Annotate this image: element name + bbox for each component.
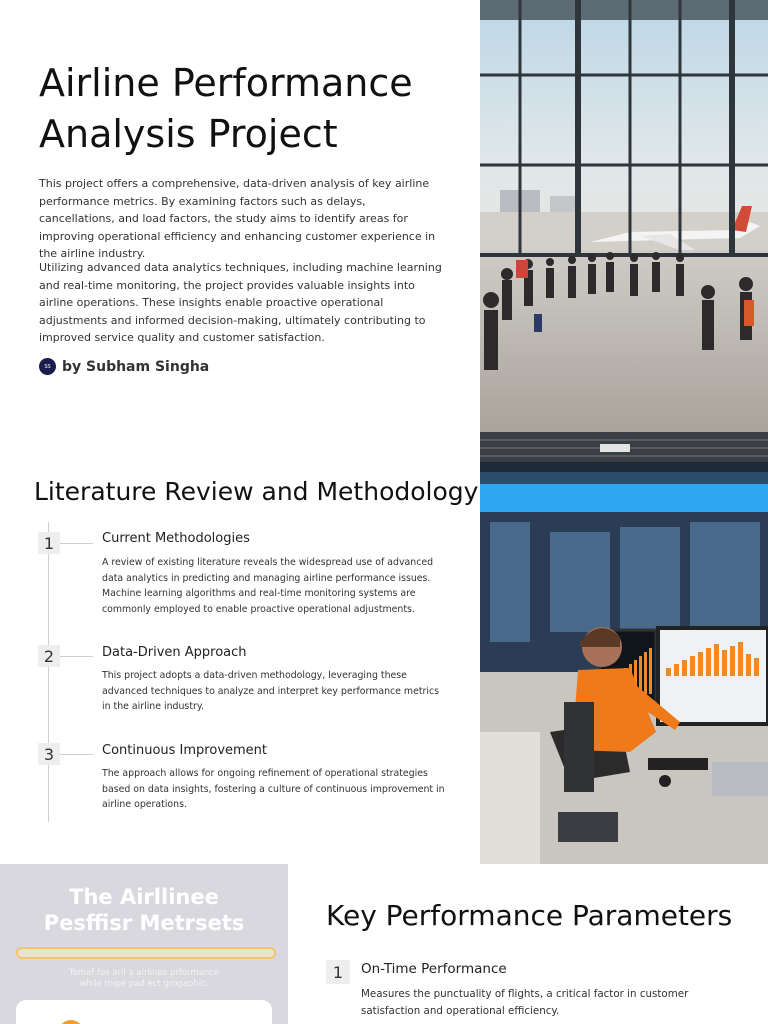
- monitor-bar: [644, 652, 647, 694]
- author-name: by Subham Singha: [62, 358, 210, 375]
- monitor-bar: [674, 664, 679, 676]
- infographic-card: [16, 1000, 272, 1024]
- step-title: Data-Driven Approach: [102, 645, 247, 660]
- author-byline: [39, 358, 209, 375]
- infographic-bar: [16, 947, 276, 959]
- infographic-subtitle: Tomef fos aril a airlines prformance: [68, 968, 220, 978]
- step-description: The approach allows for ongoing refinement of operational strategies based on data insights, fostering a culture of continuous improvement in airline operations.: [102, 768, 445, 810]
- intro-paragraph: This project offers a comprehensive, data-driven analysis of key airline performance metrics. By examining factors such as delays, cancellations, and load factors, the study aims to identify areas for improving operational efficiency and enhancing customer experience in the airline industry.: [39, 177, 436, 261]
- step-number-badge: 2: [38, 645, 60, 667]
- infographic-title: Pesffisr Metrsets: [43, 911, 245, 935]
- monitor-bar: [649, 648, 652, 694]
- timeline-connector: [60, 656, 93, 657]
- step-number-badge: 1: [38, 532, 60, 554]
- section-title: Literature Review and Methodology: [34, 477, 479, 506]
- infographic-image: [0, 864, 288, 1024]
- infographic-title: The Airllinee: [69, 885, 219, 909]
- monitor-bar: [690, 656, 695, 676]
- step-number-badge: 3: [38, 743, 60, 765]
- timeline-line: [48, 522, 49, 822]
- monitor-bar: [666, 668, 671, 676]
- parameter-description: Measures the punctuality of flights, a critical factor in customer satisfaction and operational efficiency.: [361, 988, 689, 1017]
- monitor-bar: [714, 644, 719, 676]
- timeline-connector: [60, 754, 93, 755]
- step-description: This project adopts a data-driven methodology, leveraging these advanced techniques to analyze and interpret key performance metrics in the airline industry.: [102, 670, 440, 712]
- parameter-title: On-Time Performance: [361, 961, 507, 977]
- avatar: SS: [39, 358, 56, 375]
- timeline-connector: [60, 543, 93, 544]
- monitor-bar: [722, 650, 727, 676]
- section-title: Key Performance Parameters: [326, 899, 733, 932]
- monitor-bar: [730, 646, 735, 676]
- monitor-bar: [682, 660, 687, 676]
- monitor-bar: [738, 642, 743, 676]
- parameter-number-badge: 1: [326, 960, 350, 984]
- step-title: Continuous Improvement: [102, 743, 268, 758]
- step-title: Current Methodologies: [102, 531, 250, 546]
- monitor-bar: [698, 652, 703, 676]
- data-analyst-image: [480, 432, 768, 864]
- infographic-subtitle: while tnipe pad ect grogaphic.: [79, 979, 209, 989]
- monitor-bar: [706, 648, 711, 676]
- intro-paragraph: Utilizing advanced data analytics techniques, including machine learning and real-time monitoring, the project provides valuable insights into airline operations. These insights enable proactive operational adjustments and informed decision-making, ultimately contributing to improved service quality and customer satisfaction.: [39, 261, 442, 345]
- page-title: Airline Performance Analysis Project: [39, 61, 413, 156]
- airport-terminal-image: [480, 0, 768, 432]
- monitor-bar: [746, 654, 751, 676]
- step-description: A review of existing literature reveals the widespread use of advanced data analytics in predicting and managing airline performance issues. Machine learning algorithms and real-time monitoring systems are commonly employed to enable proactive operational adjustments.: [102, 557, 434, 615]
- monitor-bar: [754, 658, 759, 676]
